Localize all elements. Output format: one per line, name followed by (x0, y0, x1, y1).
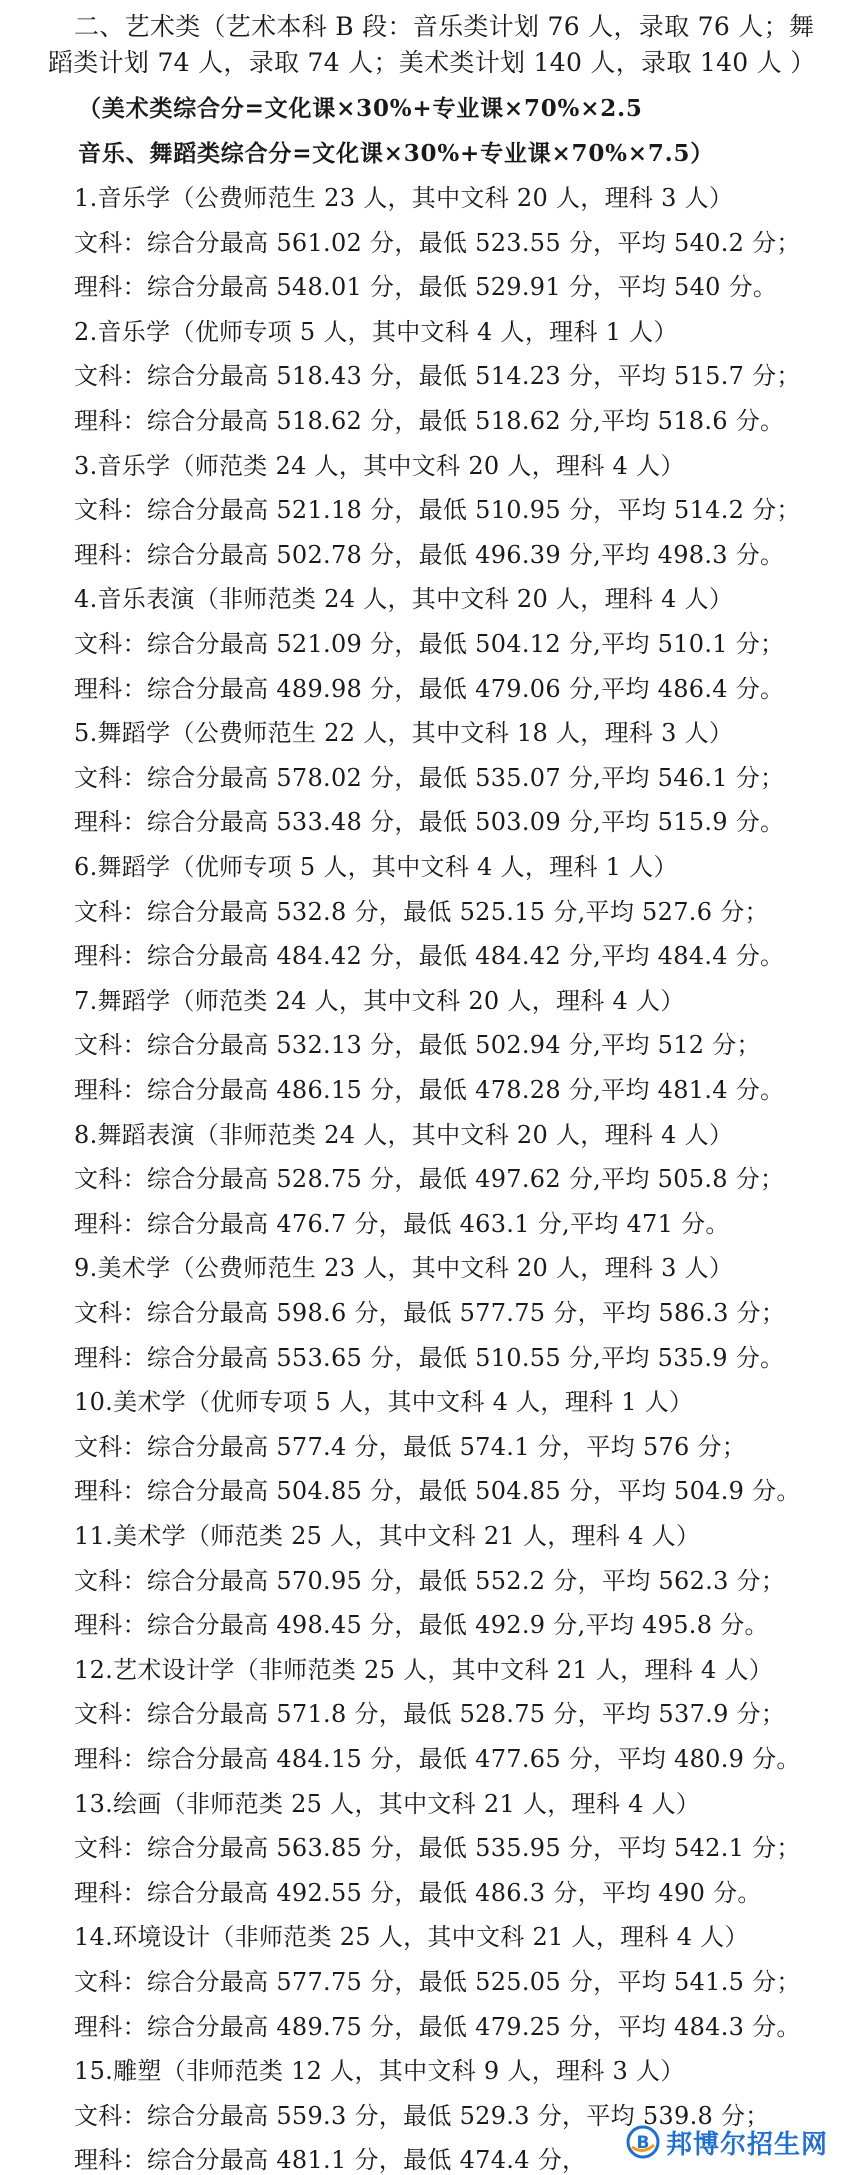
arts-score-line: 文科：综合分最高 577.75 分，最低 525.05 分，平均 541.5 分； (74, 1968, 801, 1996)
science-score-line: 理科：综合分最高 498.45 分，最低 492.9 分,平均 495.8 分。 (74, 1611, 769, 1639)
item-title: 12.艺术设计学（非师范类 25 人，其中文科 21 人，理科 4 人） (74, 1656, 774, 1684)
item-title: 2.音乐学（优师专项 5 人，其中文科 4 人，理科 1 人） (74, 318, 678, 346)
item-title: 15.雕塑（非师范类 12 人，其中文科 9 人，理科 3 人） (74, 2057, 685, 2085)
science-score-line: 理科：综合分最高 492.55 分，最低 486.3 分，平均 490 分。 (74, 1879, 762, 1907)
arts-score-line: 文科：综合分最高 598.6 分，最低 577.75 分，平均 586.3 分； (74, 1299, 786, 1327)
science-score-line: 理科：综合分最高 533.48 分，最低 503.09 分,平均 515.9 分。 (74, 808, 785, 836)
science-score-line: 理科：综合分最高 502.78 分，最低 496.39 分,平均 498.3 分。 (74, 541, 785, 569)
arts-score-line: 文科：综合分最高 518.43 分，最低 514.23 分，平均 515.7 分； (74, 362, 801, 390)
arts-score-line: 文科：综合分最高 521.09 分，最低 504.12 分,平均 510.1 分； (74, 630, 785, 658)
item-title: 9.美术学（公费师范生 23 人，其中文科 20 人，理科 3 人） (74, 1254, 734, 1282)
item-title: 8.舞蹈表演（非师范类 24 人，其中文科 20 人，理科 4 人） (74, 1121, 734, 1149)
science-score-line: 理科：综合分最高 489.98 分，最低 479.06 分,平均 486.4 分。 (74, 675, 785, 703)
arts-score-line: 文科：综合分最高 521.18 分，最低 510.95 分，平均 514.2 分； (74, 496, 801, 524)
science-score-line: 理科：综合分最高 476.7 分，最低 463.1 分,平均 471 分。 (74, 1210, 730, 1238)
arts-score-line: 文科：综合分最高 528.75 分，最低 497.62 分,平均 505.8 分； (74, 1165, 785, 1193)
arts-score-line: 文科：综合分最高 563.85 分，最低 535.95 分，平均 542.1 分； (74, 1834, 801, 1862)
formula-music-dance: 音乐、舞蹈类综合分=文化课×30%+专业课×70%×7.5） (78, 140, 715, 167)
section-heading: 二、艺术类（艺术本科 B 段：音乐类计划 76 人，录取 76 人；舞 (74, 12, 815, 41)
item-title: 10.美术学（优师专项 5 人，其中文科 4 人，理科 1 人） (74, 1388, 694, 1416)
science-score-line: 理科：综合分最高 518.62 分，最低 518.62 分,平均 518.6 分。 (74, 407, 785, 435)
item-title: 7.舞蹈学（师范类 24 人，其中文科 20 人，理科 4 人） (74, 987, 685, 1015)
arts-score-line: 文科：综合分最高 532.8 分，最低 525.15 分,平均 527.6 分； (74, 898, 769, 926)
svg-text:B: B (636, 2133, 650, 2153)
item-title: 5.舞蹈学（公费师范生 22 人，其中文科 18 人，理科 3 人） (74, 719, 734, 747)
site-logo-icon (626, 2125, 660, 2159)
arts-score-line: 文科：综合分最高 578.02 分，最低 535.07 分,平均 546.1 分； (74, 764, 785, 792)
arts-score-line: 文科：综合分最高 559.3 分，最低 529.3 分，平均 539.8 分； (74, 2102, 770, 2130)
item-title: 13.绘画（非师范类 25 人，其中文科 21 人，理科 4 人） (74, 1790, 701, 1818)
arts-score-line: 文科：综合分最高 571.8 分，最低 528.75 分，平均 537.9 分； (74, 1700, 786, 1728)
science-score-line: 理科：综合分最高 489.75 分，最低 479.25 分，平均 484.3 分。 (74, 2013, 801, 2041)
site-name: 邦博尔招生网 (665, 2129, 828, 2160)
science-score-line: 理科：综合分最高 481.1 分，最低 474.4 分， (74, 2146, 587, 2174)
item-title: 6.舞蹈学（优师专项 5 人，其中文科 4 人，理科 1 人） (74, 853, 678, 881)
science-score-line: 理科：综合分最高 548.01 分，最低 529.91 分，平均 540 分。 (74, 273, 778, 301)
arts-score-line: 文科：综合分最高 577.4 分，最低 574.1 分，平均 576 分； (74, 1433, 747, 1461)
item-title: 4.音乐表演（非师范类 24 人，其中文科 20 人，理科 4 人） (74, 585, 734, 613)
arts-score-line: 文科：综合分最高 570.95 分，最低 552.2 分，平均 562.3 分； (74, 1567, 786, 1595)
arts-score-line: 文科：综合分最高 561.02 分，最低 523.55 分，平均 540.2 分； (74, 229, 801, 257)
arts-score-line: 文科：综合分最高 532.13 分，最低 502.94 分,平均 512 分； (74, 1031, 761, 1059)
item-title: 3.音乐学（师范类 24 人，其中文科 20 人，理科 4 人） (74, 452, 685, 480)
science-score-line: 理科：综合分最高 484.42 分，最低 484.42 分,平均 484.4 分。 (74, 942, 785, 970)
item-title: 14.环境设计（非师范类 25 人，其中文科 21 人，理科 4 人） (74, 1923, 749, 1951)
item-title: 1.音乐学（公费师范生 23 人，其中文科 20 人，理科 3 人） (74, 184, 734, 212)
section-heading-continued: 蹈类计划 74 人，录取 74 人；美术类计划 140 人，录取 140 人 ） (48, 48, 816, 77)
item-title: 11.美术学（师范类 25 人，其中文科 21 人，理科 4 人） (74, 1522, 701, 1550)
science-score-line: 理科：综合分最高 553.65 分，最低 510.55 分,平均 535.9 分。 (74, 1344, 785, 1372)
science-score-line: 理科：综合分最高 486.15 分，最低 478.28 分,平均 481.4 分。 (74, 1076, 785, 1104)
science-score-line: 理科：综合分最高 504.85 分，最低 504.85 分，平均 504.9 分。 (74, 1477, 801, 1505)
science-score-line: 理科：综合分最高 484.15 分，最低 477.65 分，平均 480.9 分。 (74, 1745, 801, 1773)
formula-art: （美术类综合分=文化课×30%+专业课×70%×2.5 (78, 95, 643, 122)
site-watermark (626, 2122, 828, 2162)
